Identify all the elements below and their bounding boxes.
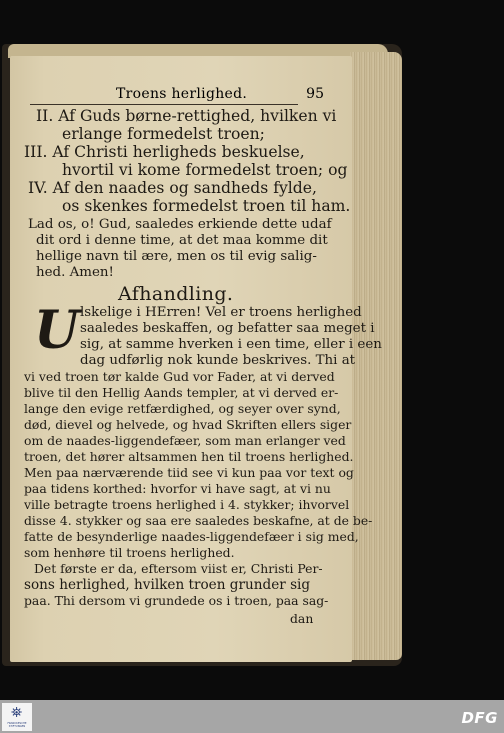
page-edges bbox=[350, 52, 402, 660]
page-number: 95 bbox=[306, 86, 324, 102]
header-rule bbox=[30, 104, 298, 105]
body-line: saaledes beskaffen, og befatter saa meget i bbox=[80, 321, 375, 336]
viewer-footer-bar bbox=[0, 700, 504, 733]
emblem-icon: ⛯ bbox=[11, 705, 23, 721]
list-item: os skenkes formedelst troen til ham. bbox=[62, 197, 351, 215]
body-line: paa. Thi dersom vi grundede os i troen, paa sag- bbox=[24, 593, 329, 608]
list-item: II. Af Guds børne-rettighed, hvilken vi bbox=[36, 107, 337, 125]
body-line: død, dievel og helvede, og hvad Skriften ellers siger bbox=[24, 417, 352, 432]
body-line: vi ved troen tør kalde Gud vor Fader, at vi derved bbox=[24, 369, 335, 384]
prayer-line: dit ord i denne time, at det maa komme dit bbox=[36, 233, 328, 248]
body-line: lange den evige retfærdighed, og seyer over synd, bbox=[24, 401, 341, 416]
franckesche-logo[interactable] bbox=[2, 703, 32, 731]
decorated-initial: U bbox=[34, 300, 80, 361]
running-head: Troens herlighed. bbox=[116, 86, 248, 102]
section-heading: Afhandling. bbox=[118, 283, 234, 305]
body-line: om de naades-liggendefæer, som man erlanger ved bbox=[24, 433, 346, 448]
body-line: lskelige i HErren! Vel er troens herlighed bbox=[80, 305, 362, 320]
prayer-line: Lad os, o! Gud, saaledes erkiende dette udaf bbox=[28, 217, 332, 232]
list-item: III. Af Christi herligheds beskuelse, bbox=[24, 143, 305, 161]
body-line: sons herlighed, hvilken troen grunder sig bbox=[24, 577, 311, 593]
body-line: som henhøre til troens herlighed. bbox=[24, 545, 235, 560]
catchword: dan bbox=[290, 611, 314, 626]
body-line: disse 4. stykker og saa ere saaledes beskafne, at de be- bbox=[24, 513, 373, 528]
body-line: paa tidens korthed: hvorfor vi have sagt, at vi nu bbox=[24, 481, 331, 496]
body-line: troen, det hører altsammen hen til troens herlighed. bbox=[24, 449, 354, 464]
body-line: dag udførlig nok kunde beskrives. Thi at bbox=[80, 353, 356, 368]
prayer-line: hellige navn til ære, men os til evig salig- bbox=[36, 249, 317, 264]
body-line: blive til den Hellig Aands templer, at vi derved er- bbox=[24, 385, 339, 400]
prayer-line: hed. Amen! bbox=[36, 265, 114, 280]
page-header bbox=[24, 86, 324, 104]
dfg-logo[interactable]: DFG bbox=[461, 709, 498, 727]
body-line: Det første er da, eftersom viist er, Christi Per- bbox=[34, 561, 323, 576]
list-item: IV. Af den naades og sandheds fylde, bbox=[28, 179, 317, 197]
body-line: sig, at samme hverken i een time, eller i een bbox=[80, 337, 382, 352]
body-line: Men paa nærværende tiid see vi kun paa vor text og bbox=[24, 465, 354, 480]
list-item: hvortil vi kome formedelst troen; og bbox=[62, 161, 348, 179]
body-line: fatte de besynderlige naades-liggendefæer i sig med, bbox=[24, 529, 359, 544]
body-line: ville betragte troens herlighed i 4. stykker; ihvorvel bbox=[24, 497, 350, 512]
list-item: erlange formedelst troen; bbox=[62, 125, 265, 143]
logo-text: FRANCKESCHE STIFTUNGEN bbox=[7, 722, 27, 728]
